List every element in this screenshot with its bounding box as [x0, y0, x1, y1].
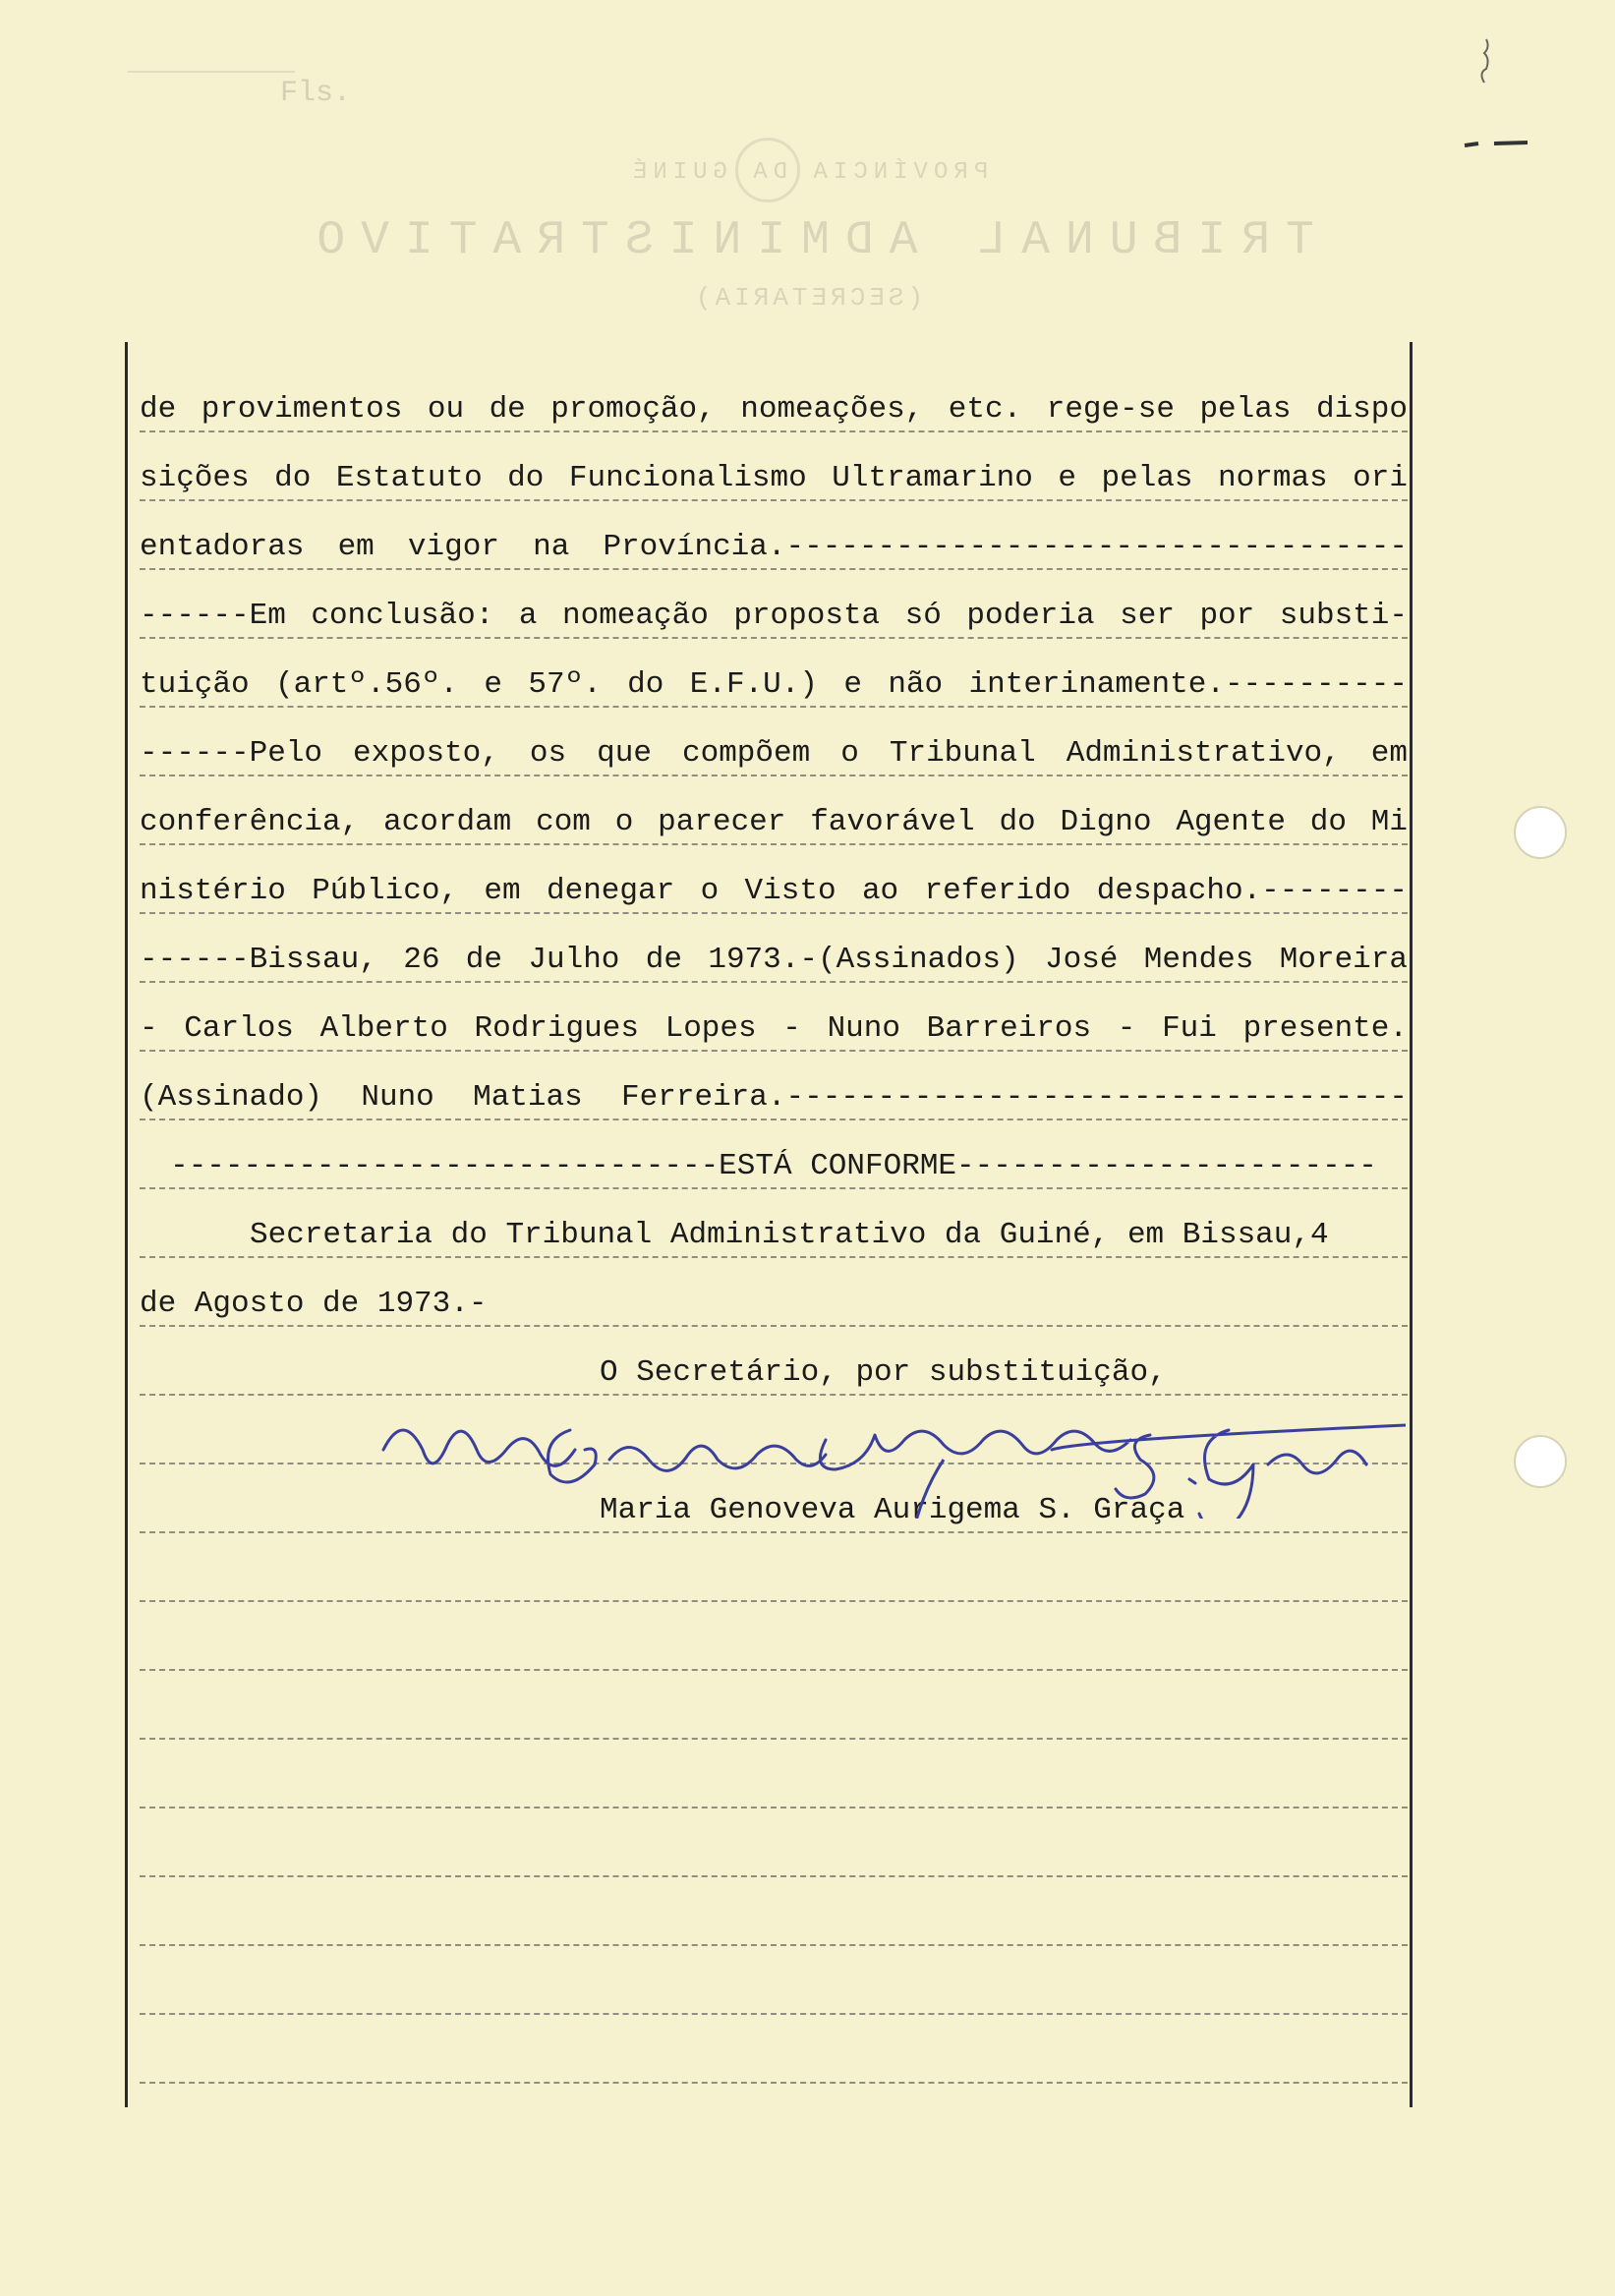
punch-hole [1514, 806, 1567, 859]
line-text: ------------------------------ESTÁ CONFORME----------------------- [170, 1149, 1377, 1183]
text-line [140, 501, 1408, 570]
letterhead-title: TRIBUNAL ADMINISTRATIVO [301, 214, 1314, 267]
text-line [140, 1671, 1408, 1740]
line-text: sições do Estatuto do Funcionalismo Ultramarino e pelas normas ori [140, 461, 1408, 495]
text-line [140, 1189, 1408, 1258]
line-text: O Secretário, por substituição, [600, 1355, 1167, 1390]
text-line [140, 776, 1408, 845]
text-line [140, 1533, 1408, 1602]
line-text: Maria Genoveva Aurigema S. Graça [600, 1493, 1185, 1527]
text-line [140, 364, 1408, 432]
line-text: ------Pelo exposto, os que compõem o Tribunal Administrativo, em [140, 736, 1408, 771]
text-line [140, 845, 1408, 914]
line-text: (Assinado) Nuno Matias Ferreira.---------------------------------- [140, 1080, 1408, 1115]
typed-text-block [140, 364, 1408, 2084]
left-margin-line [125, 342, 128, 2107]
text-line [140, 1602, 1408, 1671]
text-line [140, 1258, 1408, 1327]
handwritten-signature [364, 1391, 1406, 1519]
text-line [140, 570, 1408, 639]
text-line [140, 1946, 1408, 2015]
line-text: ------Em conclusão: a nomeação proposta só poderia ser por substi- [140, 599, 1408, 633]
line-text: entadoras em vigor na Província.---------------------------------- [140, 530, 1408, 564]
text-line [140, 914, 1408, 983]
line-text: de Agosto de 1973.- [140, 1287, 488, 1321]
letterhead-subtitle: (SECRETARIA) [691, 283, 924, 313]
text-line [140, 1740, 1408, 1808]
letterhead-province: PROVÍNCIA DA GUINÉ [626, 159, 989, 186]
text-line [140, 708, 1408, 776]
punch-hole [1514, 1435, 1567, 1488]
line-text: - Carlos Alberto Rodrigues Lopes - Nuno Barreiros - Fui presente. [140, 1011, 1408, 1046]
text-line [140, 1808, 1408, 1877]
text-line [140, 1052, 1408, 1120]
text-line [140, 639, 1408, 708]
text-line [140, 432, 1408, 501]
text-line [140, 1877, 1408, 1946]
line-text: tuição (artº.56º. e 57º. do E.F.U.) e não interinamente.---------- [140, 667, 1408, 702]
line-text: conferência, acordam com o parecer favorável do Digno Agente do Mi [140, 805, 1408, 839]
text-line [140, 983, 1408, 1052]
fls-rule [128, 71, 295, 73]
fls-label: Fls. [280, 77, 352, 110]
text-line [140, 1120, 1408, 1189]
line-text: nistério Público, em denegar o Visto ao referido despacho.-------- [140, 874, 1408, 908]
margin-marks [1455, 29, 1573, 157]
line-text: Secretaria do Tribunal Administrativo da Guiné, em Bissau,4 [250, 1218, 1329, 1252]
line-text: ------Bissau, 26 de Julho de 1973.-(Assinados) José Mendes Moreira [140, 943, 1408, 977]
right-margin-line [1410, 342, 1413, 2107]
line-text: de provimentos ou de promoção, nomeações, etc. rege-se pelas dispo [140, 392, 1408, 427]
text-line [140, 1327, 1408, 1396]
text-line [140, 2015, 1408, 2084]
